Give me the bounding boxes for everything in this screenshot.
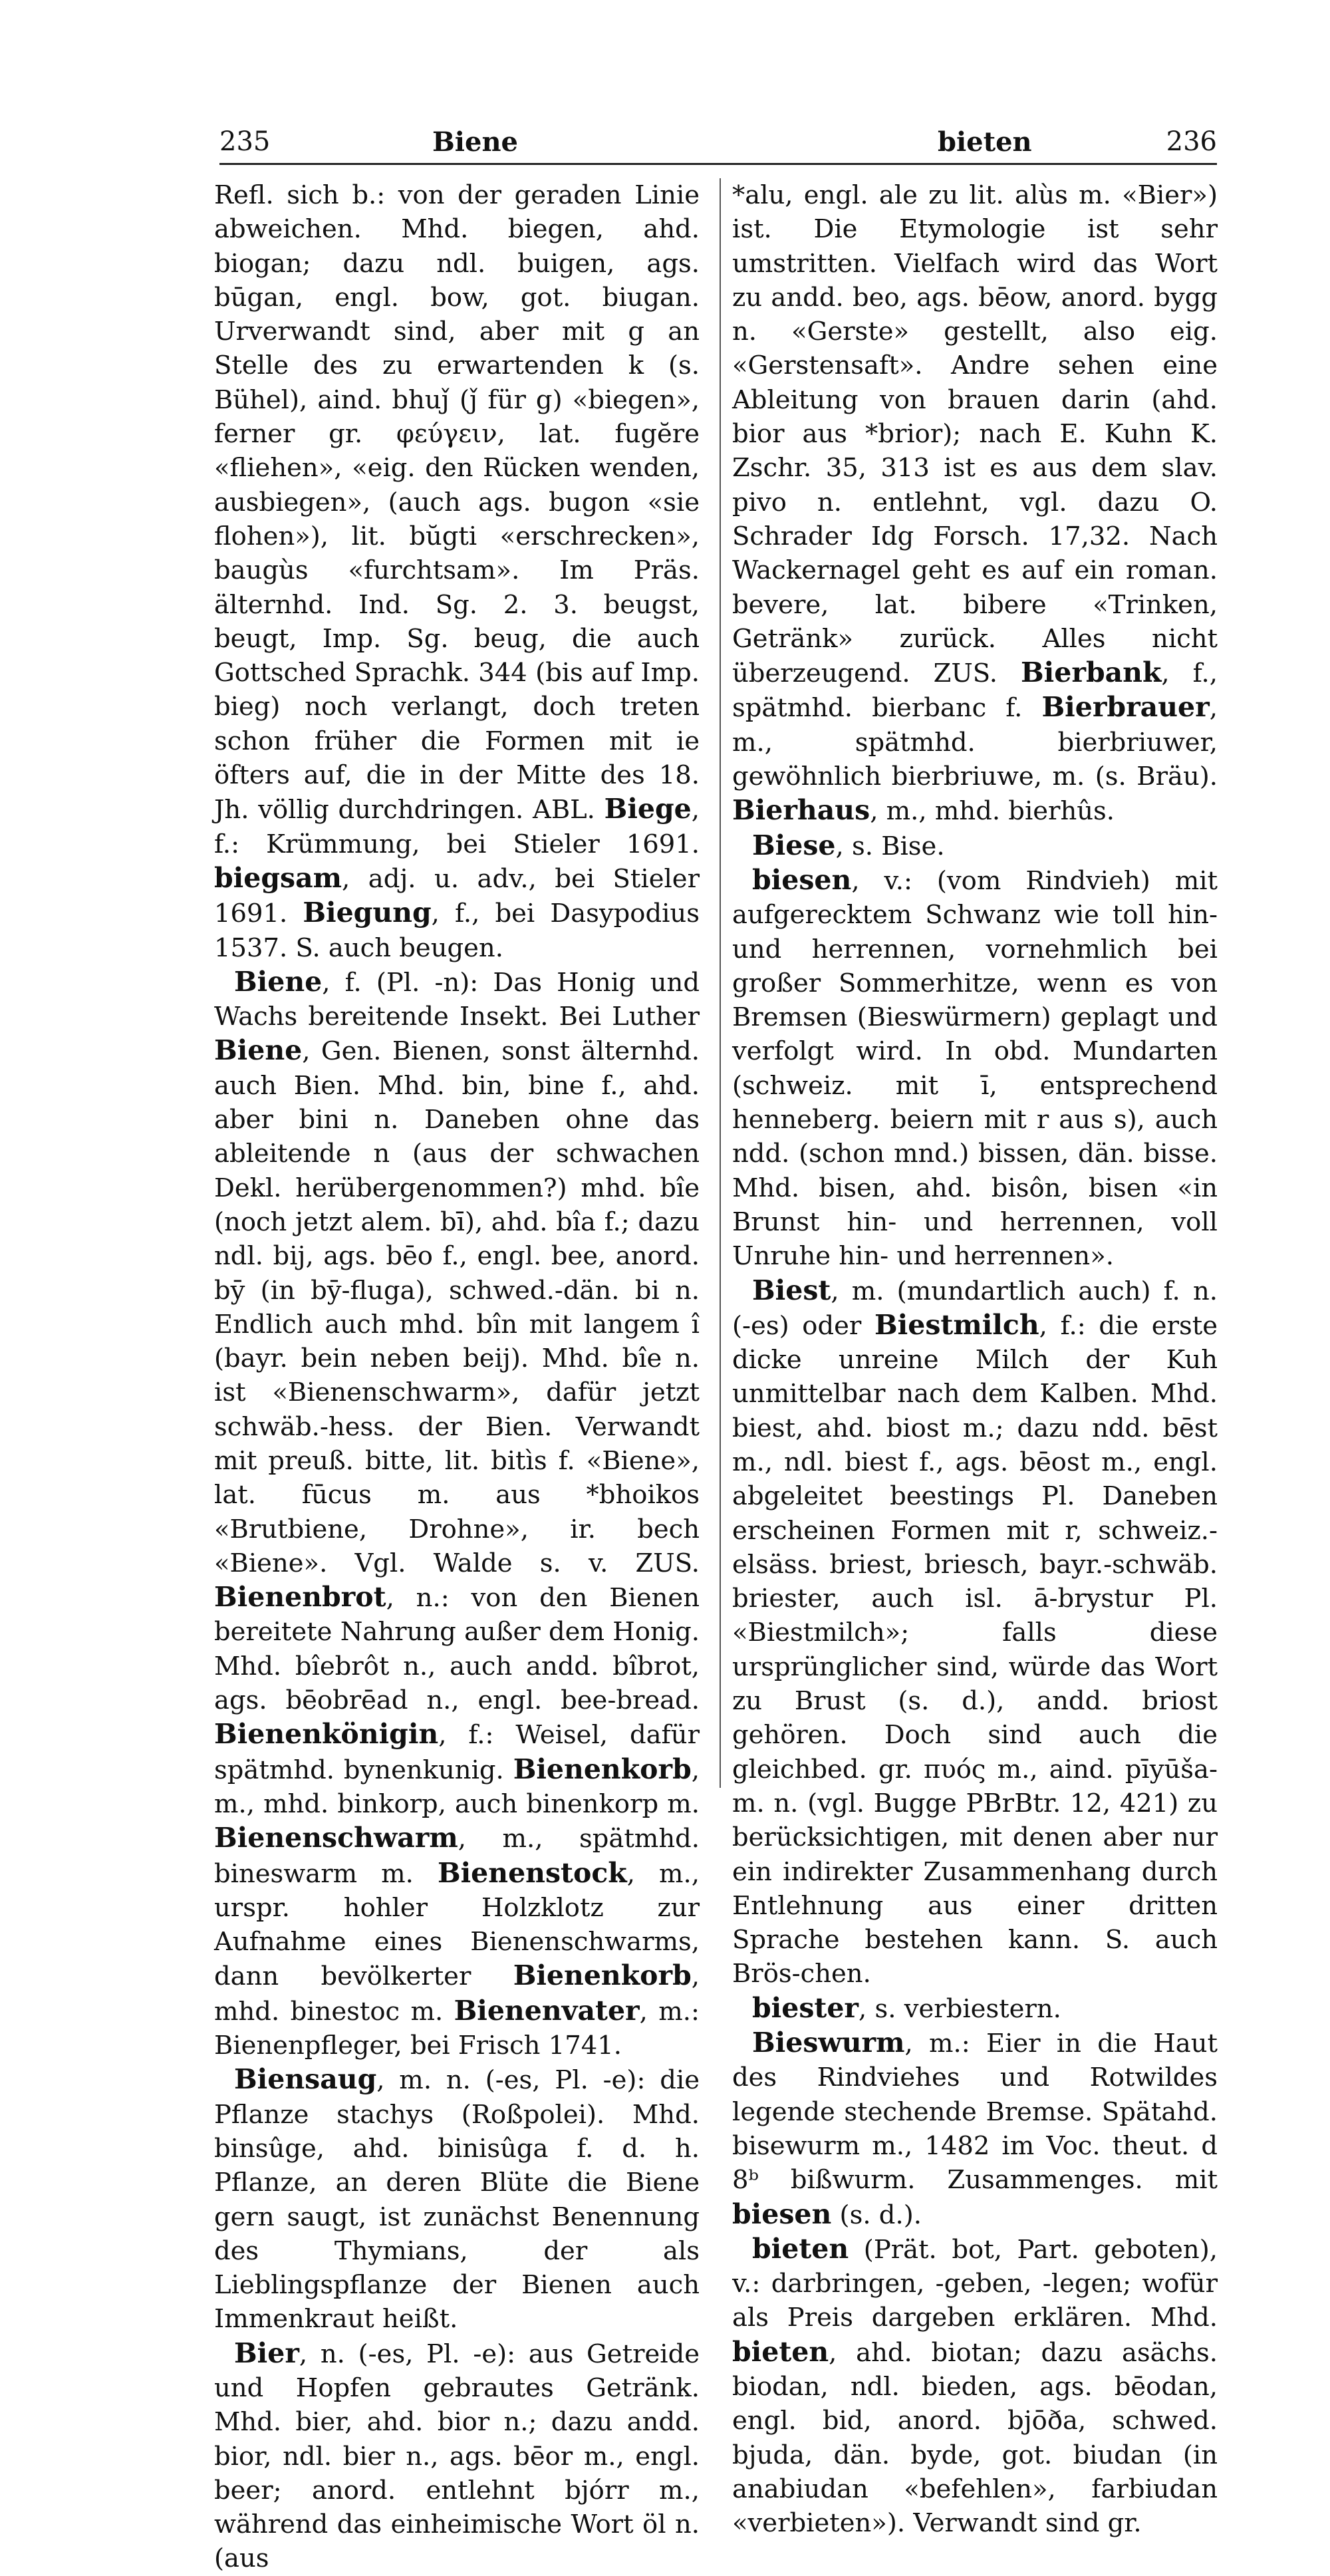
entry-biese: Biese, s. Bise. bbox=[752, 829, 945, 861]
entry-biesen: biesen, v.: (vom Rindvieh) mit aufgerecktem Schwanz wie toll hin- und herrennen, vornehmlich bei großer Sommerhitze, wenn es von Bremsen (Bieswürmern) geplagt und verfolgt wird. In obd. Mundarten (schweiz. mit ī, entsprechend henneberg. beiern mit r aus s), auch ndd. (schon mnd.) bissen, dän. bisse. Mhd. bisen, ahd. bisôn, bisen «in Brunst hin- und herrennen, voll Unruhe hin- und herrennen». bbox=[732, 863, 1218, 1272]
column-divider bbox=[720, 178, 721, 1788]
header-headword-left: Biene bbox=[432, 126, 518, 158]
entry-biester: biester, s. verbiestern. bbox=[752, 1991, 1061, 2024]
entry-biene: Biene, f. (Pl. -n): Das Honig und Wachs bereitende Insekt. Bei Luther Biene, Gen. Bienen, sonst älternhd. auch Bien. Mhd. bin, bine f., ahd. aber bini n. Daneben ohne das ableitende n (aus der schwachen Dekl. herübergenommen?) mhd. bîe (noch jetzt alem. bī), ahd. bîa f.; dazu ndl. bij, ags. bēo f., engl. bee, anord. bȳ (in bȳ-fluga), schwed.-dän. bi n. Endlich auch mhd. bîn mit langem î (bayr. bein neben beij). Mhd. bîe n. ist «Bienenschwarm», dafür jetzt schwäb.-hess. der Bien. Verwandt mit preuß. bitte, lit. bitìs f. «Biene», lat. fūcus m. aus *bhoikos «Brutbiene, Drohne», ir. bech «Biene». Vgl. Walde s. v. ZUS. Bienenbrot, n.: von den Bienen bereitete Nahrung außer dem Honig. Mhd. bîebrôt n., auch andd. bîbrot, ags. bēobrēad n., engl. bee-bread. Bienenkönigin, f.: Weisel, dafür spätmhd. bynenkunig. Bienenkorb, m., mhd. binkorp, auch binenkorp m. Bienenschwarm, m., spätmhd. bineswarm m. Bienenstock, m., urspr. hohler Holzklotz zur Aufnahme eines Bienenschwarms, dann bevölkerter Bienenkorb, mhd. binestoc m. Bienenvater, m.: Bienenpfleger, bei Frisch 1741. bbox=[214, 965, 700, 2061]
left-column bbox=[214, 178, 700, 2574]
entry-biensaug: Biensaug, m. n. (-es, Pl. -e): die Pflanze stachys (Roßpolei). Mhd. binsûge, ahd. binisûga f. d. h. Pflanze, an deren Blüte die Biene gern saugt, ist zunächst Benennung des Thymians, der als Lieblingspflanze der Bienen auch Immenkraut heißt. bbox=[214, 2063, 700, 2335]
page-number-left: 235 bbox=[219, 126, 271, 157]
entry-biest: Biest, m. (mundartlich auch) f. n. (-es) oder Biestmilch, f.: die erste dicke unreine Milch der Kuh unmittelbar nach dem Kalben. Mhd. biest, ahd. biost m.; dazu ndd. bēst m., ndl. biest f., ags. bēost m., engl. abgeleitet beestings Pl. Daneben erscheinen Formen mit r, schweiz.-elsäss. briest, briesch, bayr.-schwäb. briester, auch isl. ā-brystur Pl. «Biestmilch»; falls diese ursprünglicher sind, würde das Wort zu Brust (s. d.), andd. briost gehören. Doch sind auch die gleichbed. gr. πυός m., aind. pīyūša- m. n. (vgl. Bugge PBrBtr. 12, 421) zu berücksichtigen, mit denen aber nur ein indirekter Zusammenhang durch Entlehnung aus einer dritten Sprache bestehen kann. S. auch Brös-chen. bbox=[732, 1274, 1218, 1989]
entry-bier: Bier, n. (-es, Pl. -e): aus Getreide und Hopfen gebrautes Getränk. Mhd. bier, ahd. bior n.; dazu andd. bior, ndl. bier n., ags. bēor m., engl. beer; anord. entlehnt bjórr m., während das einheimische Wort öl n. (aus bbox=[214, 2337, 700, 2574]
header-headword-right: bieten bbox=[938, 126, 1032, 158]
header-rule bbox=[219, 163, 1217, 165]
page-number-right: 236 bbox=[1166, 126, 1217, 157]
right-column bbox=[732, 178, 1218, 2539]
entry-bier-continued: *alu, engl. ale zu lit. alùs m. «Bier») ist. Die Etymologie ist sehr umstritten. Vielfach wird das Wort zu andd. beo, ags. bēow, anord. bygg n. «Gerste» gestellt, also eig. «Gerstensaft». Andre sehen eine Ableitung von brauen darin (ahd. bior aus *brior); nach E. Kuhn K. Zschr. 35, 313 ist es aus dem slav. pivo n. entlehnt, vgl. dazu O. Schrader Idg Forsch. 17,32. Nach Wackernagel geht es auf ein roman. bevere, lat. bibere «Trinken, Getränk» zurück. Alles nicht überzeugend. ZUS. Bierbank, f., spätmhd. bierbanc f. Bierbrauer, m., spätmhd. bierbriuwer, gewöhnlich bierbriuwe, m. (s. Bräu). Bierhaus, m., mhd. bierhûs. bbox=[732, 180, 1218, 827]
running-header bbox=[219, 126, 1217, 166]
entry-bieten: bieten (Prät. bot, Part. geboten), v.: darbringen, -geben, -legen; wofür als Preis dargeben erklären. Mhd. bieten, ahd. biotan; dazu asächs. biodan, ndl. bieden, ags. bēodan, engl. bid, anord. bjōða, schwed. bjuda, dän. byde, got. biudan (in anabiudan «befehlen», farbiudan «verbieten»). Verwandt sind gr. bbox=[732, 2232, 1218, 2539]
entry-biegen-continued: Refl. sich b.: von der geraden Linie abweichen. Mhd. biegen, ahd. biogan; dazu ndl. buigen, ags. būgan, engl. bow, got. biugan. Urverwandt sind, aber mit g an Stelle des zu erwartenden k (s. Bühel), aind. bhuǰ (ǰ für g) «biegen», ferner gr. φεύγειν, lat. fugĕre «fliehen», «eig. den Rücken wenden, ausbiegen», (auch ags. bugon «sie flohen»), lit. bŭgti «erschrecken», baugùs «furchtsam». Im Präs. älternhd. Ind. Sg. 2. 3. beugst, beugt, Imp. Sg. beug, die auch Gottsched Sprachk. 344 (bis auf Imp. bieg) noch verlangt, doch treten schon früher die Formen mit ie öfters auf, die in der Mitte des 18. Jh. völlig durchdringen. ABL. Biege, f.: Krümmung, bei Stieler 1691. biegsam, adj. u. adv., bei Stieler 1691. Biegung, f., bei Dasypodius 1537. S. auch beugen. bbox=[214, 180, 700, 963]
entry-bieswurm: Bieswurm, m.: Eier in die Haut des Rindviehes und Rotwildes legende stechende Bremse. Spätahd. bisewurm m., 1482 im Voc. theut. d 8ᵇ bißwurm. Zusammenges. mit biesen (s. d.). bbox=[732, 2027, 1218, 2230]
